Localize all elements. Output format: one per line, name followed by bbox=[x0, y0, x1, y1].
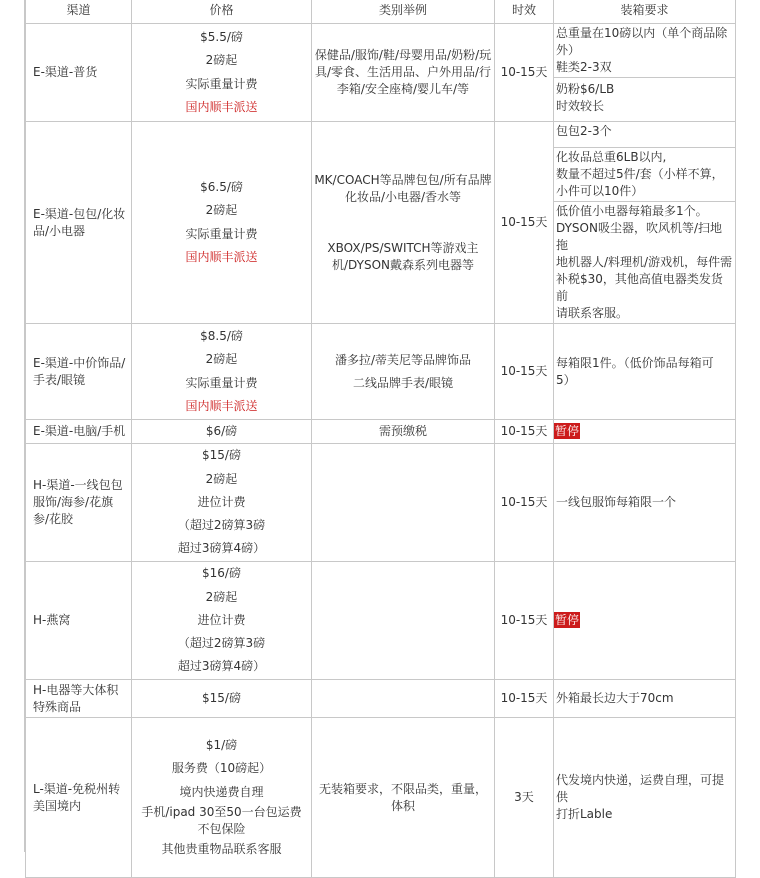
table-row bbox=[26, 324, 736, 420]
category-spacer bbox=[314, 223, 492, 240]
price-cell bbox=[132, 122, 312, 324]
requirement-line: 请联系客服。 bbox=[556, 306, 629, 320]
requirements-cell bbox=[554, 444, 736, 562]
time-cell: 10-15天 bbox=[495, 122, 554, 324]
channel-cell: H-电器等大体积特殊商品 bbox=[26, 680, 132, 718]
category-line: 化妆品/小电器/香水等 bbox=[344, 189, 462, 204]
requirement-line: 打折Lable bbox=[556, 807, 613, 821]
price-line: 2磅起 bbox=[205, 352, 238, 367]
category-line: MK/COACH等品牌包包/所有品牌 bbox=[314, 172, 492, 187]
time-cell: 3天 bbox=[495, 718, 554, 878]
channel-cell: E-渠道-普货 bbox=[26, 24, 132, 122]
price-line: $15/磅 bbox=[202, 448, 241, 463]
price-line: 实际重量计费 bbox=[185, 375, 258, 390]
time-cell: 10-15天 bbox=[495, 420, 554, 444]
price-line: （超过2磅算3磅 bbox=[177, 636, 266, 651]
price-line: $16/磅 bbox=[202, 566, 241, 581]
header-channel: 渠道 bbox=[26, 0, 132, 24]
category-cell: 需预缴税 bbox=[312, 420, 495, 444]
requirement-line: 包包2-3个 bbox=[556, 124, 612, 138]
price-line: 服务费（10磅起） bbox=[171, 761, 272, 776]
requirements-cell bbox=[554, 680, 736, 718]
time-cell: 10-15天 bbox=[495, 324, 554, 420]
status-badge: 暂停 bbox=[555, 424, 580, 438]
requirement-line: 低价值小电器每箱最多1个。 bbox=[556, 204, 708, 218]
price-line: $5.5/磅 bbox=[200, 30, 243, 45]
category-line: 潘多拉/蒂芙尼等品牌饰品 bbox=[334, 352, 472, 367]
price-line: $1/磅 bbox=[205, 738, 238, 753]
price-line: $6.5/磅 bbox=[200, 180, 243, 195]
price-line: 手机/ipad 30至50一台包运费 bbox=[141, 804, 302, 819]
channel-cell: L-渠道-免税州转美国境内 bbox=[26, 718, 132, 878]
price-cell bbox=[132, 718, 312, 878]
category-line: XBOX/PS/SWITCH等游戏主 bbox=[327, 240, 479, 255]
price-line: 进位计费 bbox=[197, 612, 246, 627]
time-cell: 10-15天 bbox=[495, 24, 554, 122]
category-cell bbox=[312, 24, 495, 122]
price-cell: $15/磅 bbox=[132, 680, 312, 718]
requirement-line: 奶粉$6/LB bbox=[556, 82, 615, 96]
price-line: 实际重量计费 bbox=[185, 226, 258, 241]
requirement-line: 小件可以10件） bbox=[556, 184, 644, 198]
table-row bbox=[26, 718, 736, 878]
category-spacer bbox=[314, 206, 492, 223]
price-line: 2磅起 bbox=[205, 589, 238, 604]
price-note: 国内顺丰派送 bbox=[185, 99, 258, 114]
header-price: 价格 bbox=[132, 0, 312, 24]
category-line: 无装箱要求，不限品类，重量， bbox=[318, 781, 487, 796]
price-cell bbox=[132, 562, 312, 680]
price-note: 国内顺丰派送 bbox=[185, 398, 258, 413]
table-row bbox=[26, 562, 736, 680]
category-cell bbox=[312, 324, 495, 420]
price-line: （超过2磅算3磅 bbox=[177, 518, 266, 533]
requirements-cell bbox=[554, 24, 736, 122]
price-line: 进位计费 bbox=[197, 494, 246, 509]
requirements-cell bbox=[554, 420, 736, 444]
table-row bbox=[26, 122, 736, 324]
category-cell bbox=[312, 680, 495, 718]
requirement-line: DYSON吸尘器，吹风机等/扫地拖 bbox=[556, 221, 722, 252]
requirement-line: 外箱最长边大于70cm bbox=[556, 691, 674, 705]
requirements-cell bbox=[554, 562, 736, 680]
requirement-line: 5） bbox=[556, 372, 576, 387]
table-row bbox=[26, 680, 736, 718]
requirements-cell bbox=[554, 324, 736, 420]
price-line: 超过3磅算4磅） bbox=[177, 541, 266, 556]
category-cell bbox=[312, 444, 495, 562]
requirement-text bbox=[554, 772, 735, 823]
table-header-row bbox=[26, 0, 736, 24]
requirement-line: 化妆品总重6LB以内, bbox=[556, 150, 667, 164]
requirement-block bbox=[554, 202, 735, 323]
header-category: 类别举例 bbox=[312, 0, 495, 24]
price-line: $8.5/磅 bbox=[200, 329, 243, 344]
requirement-line: 每箱限1件。（低价饰品每箱可 bbox=[556, 355, 714, 370]
shipping-channel-table bbox=[25, 0, 736, 878]
channel-cell: E-渠道-电脑/手机 bbox=[26, 420, 132, 444]
requirement-line: 一线包服饰每箱限一个 bbox=[556, 495, 677, 509]
requirement-block bbox=[554, 24, 735, 78]
channel-cell: H-燕窝 bbox=[26, 562, 132, 680]
channel-cell: E-渠道-中价饰品/手表/眼镜 bbox=[26, 324, 132, 420]
category-line: 保健品/服饰/鞋/母婴用品/奶粉/玩 bbox=[314, 48, 492, 62]
price-line: 其他贵重物品联系客服 bbox=[161, 841, 282, 856]
requirements-cell bbox=[554, 718, 736, 878]
category-cell bbox=[312, 122, 495, 324]
time-cell: 10-15天 bbox=[495, 680, 554, 718]
price-line: 实际重量计费 bbox=[185, 76, 258, 91]
price-line: 境内快递费自理 bbox=[179, 784, 264, 799]
header-requirements: 装箱要求 bbox=[554, 0, 736, 24]
price-line: 2磅起 bbox=[205, 203, 238, 218]
price-line: 2磅起 bbox=[205, 471, 238, 486]
table-row bbox=[26, 24, 736, 122]
category-line: 李箱/安全座椅/婴儿车/等 bbox=[336, 82, 470, 96]
category-cell bbox=[312, 718, 495, 878]
time-cell: 10-15天 bbox=[495, 562, 554, 680]
price-line: 2磅起 bbox=[205, 53, 238, 68]
requirement-text bbox=[554, 355, 735, 389]
price-note: 国内顺丰派送 bbox=[185, 249, 258, 264]
time-cell: 10-15天 bbox=[495, 444, 554, 562]
requirement-line: 外） bbox=[556, 43, 581, 57]
requirement-line: 鞋类2-3双 bbox=[556, 60, 612, 74]
status-badge: 暂停 bbox=[555, 613, 580, 627]
requirement-line: 总重量在10磅以内（单个商品除 bbox=[556, 26, 728, 40]
price-cell bbox=[132, 24, 312, 122]
channel-cell: H-渠道-一线包包服饰/海参/花旗参/花胶 bbox=[26, 444, 132, 562]
price-cell bbox=[132, 444, 312, 562]
requirement-block bbox=[554, 78, 735, 116]
header-time: 时效 bbox=[495, 0, 554, 24]
requirement-line: 代发境内快递，运费自理，可提供 bbox=[556, 773, 725, 804]
category-cell bbox=[312, 562, 495, 680]
table-row bbox=[26, 420, 736, 444]
requirement-line: 补税$30，其他高值电器类发货前 bbox=[556, 272, 723, 303]
price-cell bbox=[132, 324, 312, 420]
requirement-block bbox=[554, 148, 735, 202]
category-line: 体积 bbox=[390, 798, 415, 813]
channel-cell: E-渠道-包包/化妆品/小电器 bbox=[26, 122, 132, 324]
price-line: 超过3磅算4磅） bbox=[177, 659, 266, 674]
requirement-line: 地机器人/料理机/游戏机，每件需 bbox=[556, 255, 733, 269]
category-line: 具/零食、生活用品、户外用品/行 bbox=[314, 65, 492, 79]
table-row bbox=[26, 444, 736, 562]
requirement-line: 时效较长 bbox=[556, 99, 605, 113]
requirements-cell bbox=[554, 122, 736, 324]
requirement-line: 数量不超过5件/套（小样不算， bbox=[556, 167, 724, 181]
category-line: 二线品牌手表/眼镜 bbox=[352, 375, 454, 390]
price-cell: $6/磅 bbox=[132, 420, 312, 444]
category-line: 机/DYSON戴森系列电器等 bbox=[332, 257, 474, 272]
price-line: 不包保险 bbox=[197, 821, 246, 836]
requirement-block bbox=[554, 122, 735, 148]
